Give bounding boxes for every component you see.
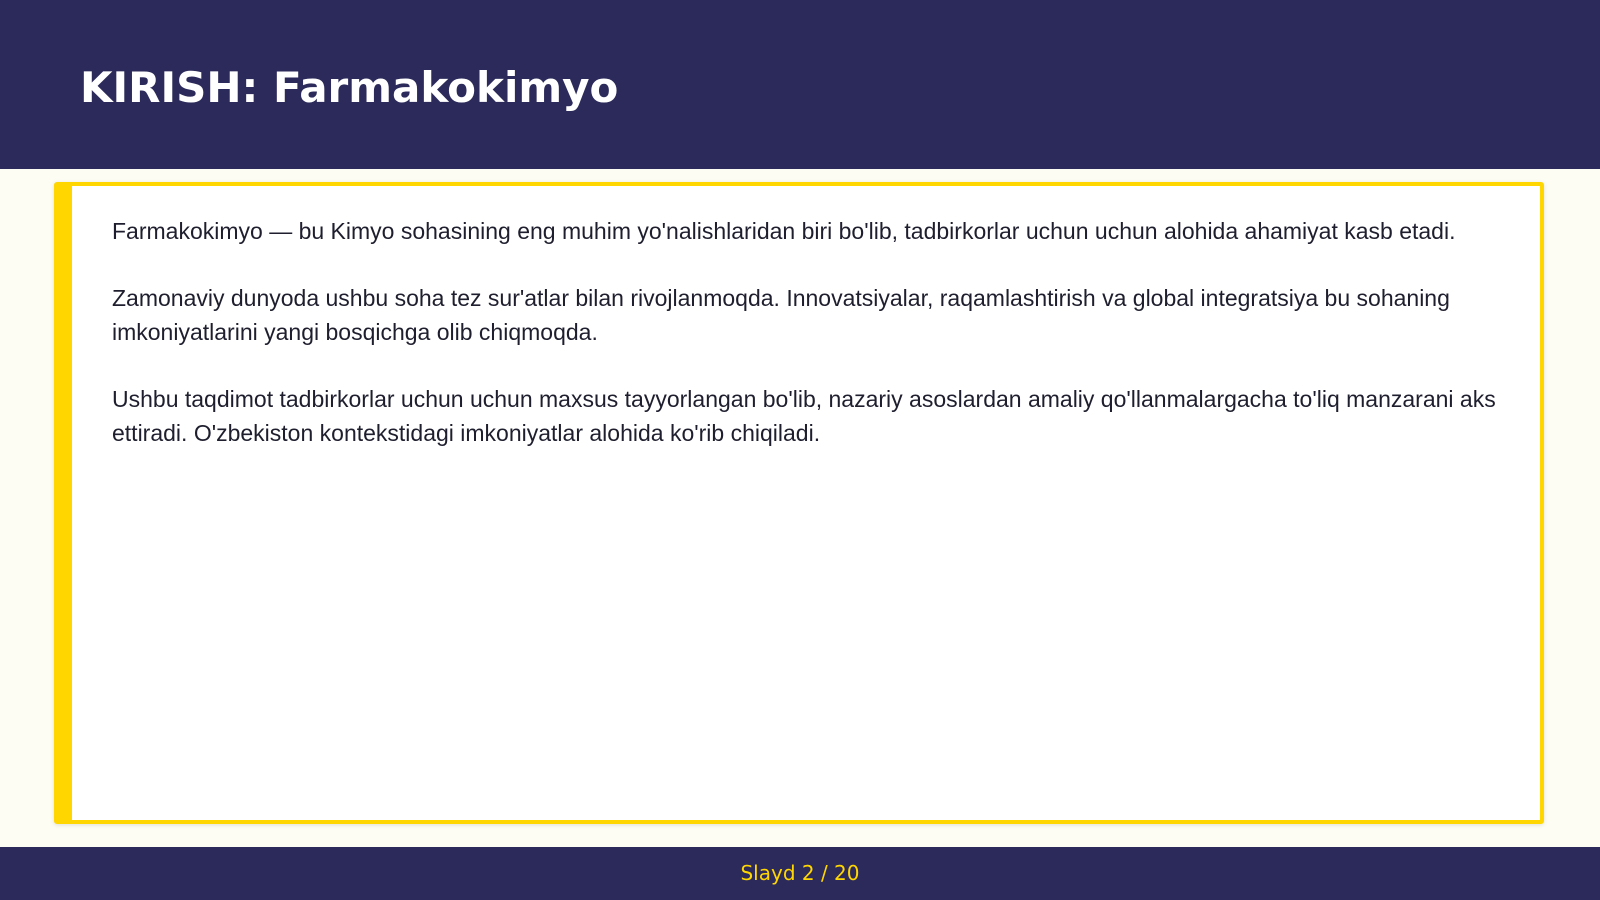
slide-header: [0, 0, 1600, 169]
content-text: [112, 214, 1497, 483]
content-card: [54, 182, 1544, 824]
paragraph-presentation-purpose: Ushbu taqdimot tadbirkorlar uchun uchun maxsus tayyorlangan bo'lib, nazariy asoslardan amaliy qo'llanmalargacha to'liq manzarani aks ettiradi. O'zbekiston kontekstidagi imkoniyatlar alohida ko'rib chiqiladi.: [112, 386, 1496, 446]
paragraph-intro: Farmakokimyo — bu Kimyo sohasining eng muhim yo'nalishlaridan biri bo'lib, tadbirkorlar uchun uchun alohida ahamiyat kasb etadi.: [112, 218, 1456, 244]
paragraph-modern-world: Zamonaviy dunyoda ushbu soha tez sur'atlar bilan rivojlanmoqda. Innovatsiyalar, raqamlashtirish va global integratsiya bu sohaning imkoniyatlarini yangi bosqichga olib chiqmoqda.: [112, 285, 1450, 345]
slide-footer: [0, 847, 1600, 900]
slide-title: KIRISH: Farmakokimyo: [80, 63, 619, 112]
slide-counter: Slayd 2 / 20: [740, 861, 860, 885]
